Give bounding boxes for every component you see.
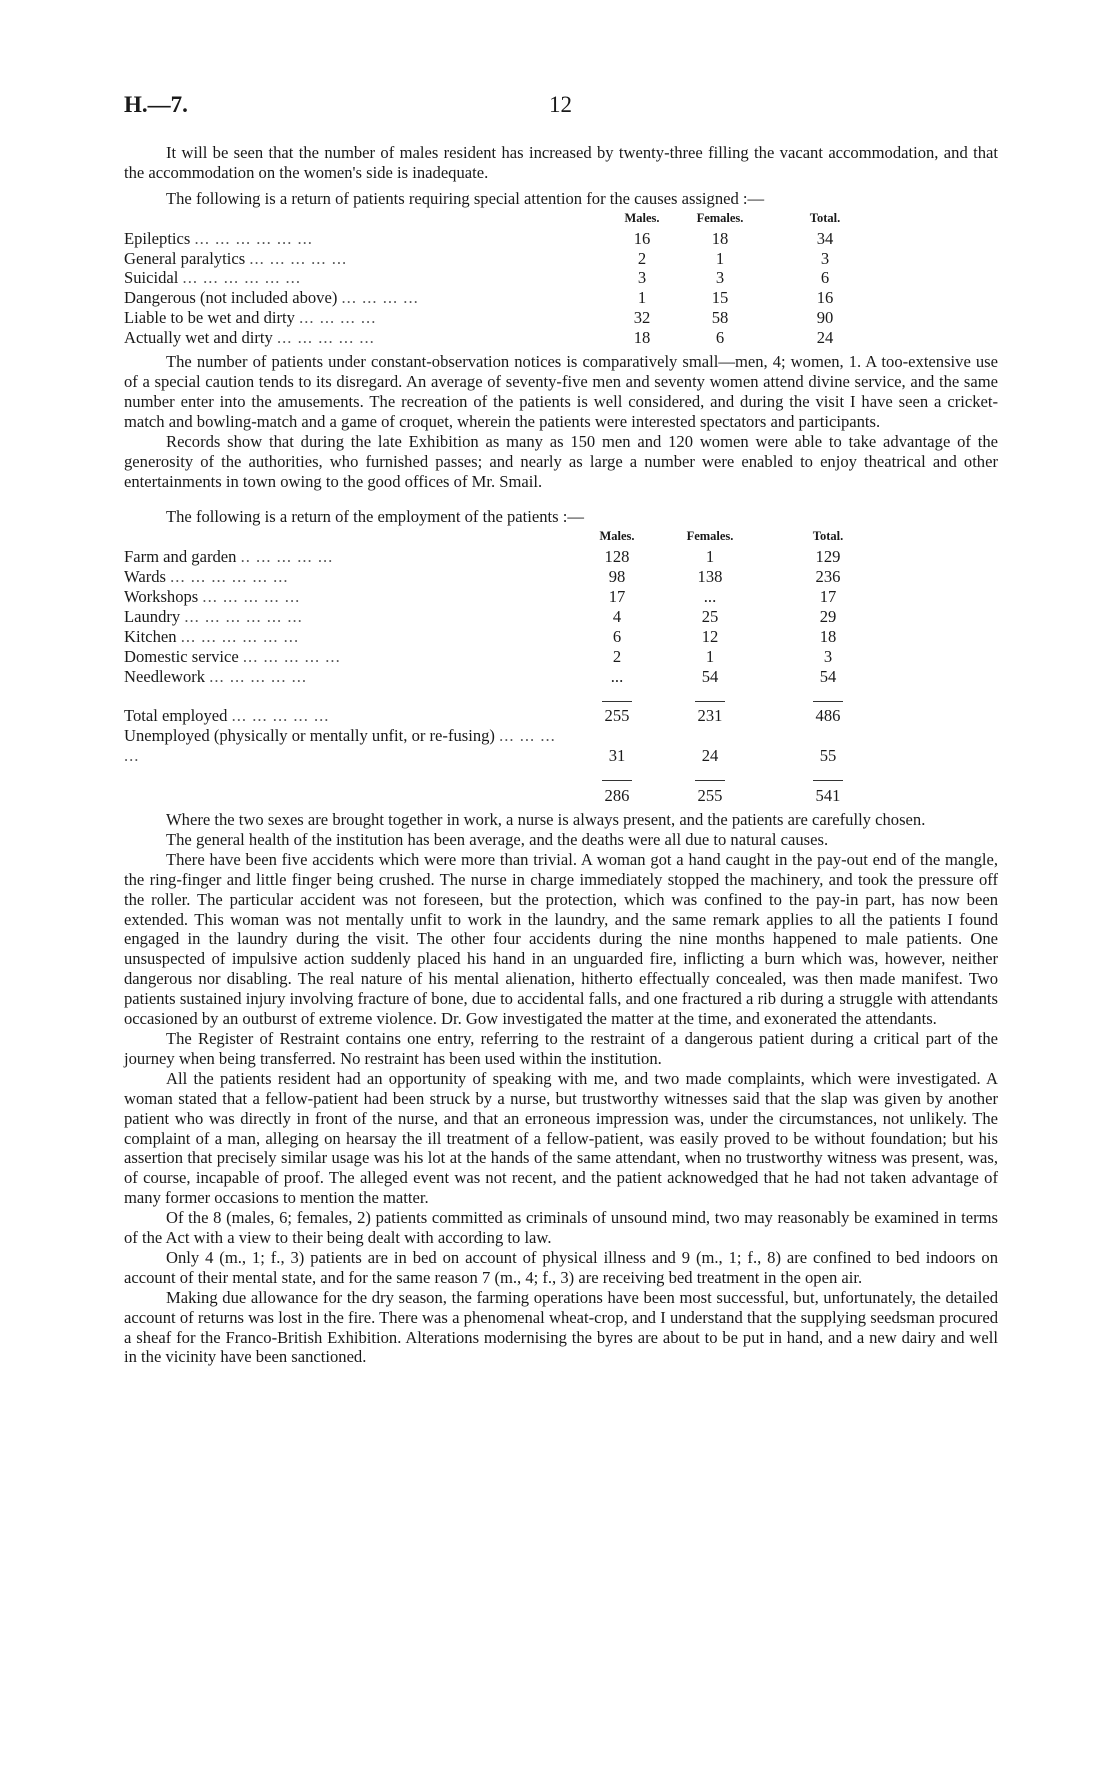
table-row xyxy=(124,647,886,667)
column-header-females: Females. xyxy=(686,529,734,544)
row-label: Needlework xyxy=(124,666,206,686)
table-row xyxy=(124,229,880,249)
total-cell: 16 xyxy=(816,288,834,308)
table-row xyxy=(124,308,880,328)
paragraph: The general health of the institution has been average, and the deaths were all due to natural causes. xyxy=(166,829,829,849)
males-cell: 16 xyxy=(633,228,651,248)
grand-total-rule-row xyxy=(124,766,886,786)
males-cell: 286 xyxy=(604,786,630,806)
leader-dots: ... ... ... ... ... xyxy=(231,706,330,726)
total-cell: 486 xyxy=(815,706,841,726)
column-header-females: Females. xyxy=(696,210,744,225)
leader-dots: ... ... ... ... ... xyxy=(242,646,341,666)
table2-intro: The following is a return of the employment of the patients :— xyxy=(166,507,584,527)
paragraph: Only 4 (m., 1; f., 3) patients are in bed on account of physical illness and 9 (m., 1; f., 8) are confined to bed indoors on account of their mental state, and for the same reason 7 (m., 4; f., 3) are receiving bed treatment in the open air. xyxy=(124,1247,998,1287)
paragraph: Making due allowance for the dry season, the farming operations have been most successful, but, unfortunately, the detailed account of returns was lost in the fire. There was a phenomenal wheat-crop, and I understand that the supplying seedsman procured a sheaf for the Franco-British Exhibition. Alterations modernising the byres are about to be put in hand, and a new dairy and well in the vicinity have been sanctioned. xyxy=(124,1287,998,1367)
page-number: 12 xyxy=(549,92,572,117)
total-cell: 55 xyxy=(819,746,837,766)
females-cell: 18 xyxy=(711,228,729,248)
males-cell: 18 xyxy=(633,328,651,348)
rule-line xyxy=(695,701,725,702)
females-cell: 25 xyxy=(701,606,719,626)
rule-line xyxy=(602,780,632,781)
rule-line xyxy=(695,780,725,781)
females-cell: 1 xyxy=(705,547,715,567)
row-label: Laundry xyxy=(124,606,181,626)
males-cell: 17 xyxy=(608,587,626,607)
total-cell: 3 xyxy=(823,646,833,666)
row-label: Workshops xyxy=(124,587,199,607)
leader-dots: ... ... ... ... xyxy=(341,288,419,308)
females-cell: 12 xyxy=(701,626,719,646)
total-cell: 129 xyxy=(815,547,841,567)
table-row xyxy=(124,288,880,308)
males-cell: 3 xyxy=(637,268,647,288)
column-header-total: Total. xyxy=(809,210,841,225)
employment-table xyxy=(124,527,886,806)
row-label: Wards xyxy=(124,567,166,587)
grand-total-row xyxy=(124,786,886,806)
males-cell: 2 xyxy=(612,646,622,666)
females-cell: 1 xyxy=(715,248,725,268)
page-header xyxy=(124,92,1004,122)
leader-dots: ... ... ... ... ... ... xyxy=(182,268,301,288)
females-cell: 1 xyxy=(705,646,715,666)
table1-intro: The following is a return of patients requiring special attention for the causes assigned :— xyxy=(166,188,765,208)
females-cell: 3 xyxy=(715,268,725,288)
row-label: Unemployed (physically or mentally unfit, or re-fusing) xyxy=(124,726,495,746)
row-label: Actually wet and dirty xyxy=(124,328,273,348)
column-header-total: Total. xyxy=(812,529,844,544)
total-cell: 3 xyxy=(820,248,830,268)
table-row xyxy=(124,627,886,647)
paragraph: The number of patients under constant-observation notices is comparatively small—men, 4; women, 1. A too-extensive use of a special caution tends to its disregard. An average of seventy-five men and seventy women attend divine service, and the same number enter into the amusements. The recreation of the patients is well considered, and during the visit I have seen a cricket-match and bowling-match and a game of croquet, wherein the patients were interested spectators and participants. xyxy=(124,352,998,431)
leader-dots: ... ... ... ... ... ... xyxy=(170,567,289,587)
rule-line xyxy=(602,701,632,702)
table-row xyxy=(124,587,886,607)
males-cell: 4 xyxy=(612,606,622,626)
unemployed-row xyxy=(124,726,886,766)
total-employed-row xyxy=(124,706,886,726)
total-cell: 24 xyxy=(816,328,834,348)
leader-dots: ... ... ... ... ... ... xyxy=(180,626,300,646)
females-cell: 231 xyxy=(697,706,723,726)
males-cell: 32 xyxy=(633,308,651,328)
report-reference: H.—7. xyxy=(124,92,188,117)
rule-line xyxy=(813,701,843,702)
row-label: Suicidal xyxy=(124,268,179,288)
males-cell: 1 xyxy=(637,288,647,308)
paragraph: Where the two sexes are brought together in work, a nurse is always present, and the patients are carefully chosen. xyxy=(166,810,926,829)
paragraph: Records show that during the late Exhibition as many as 150 men and 120 women were able to take advantage of the generosity of the authorities, who furnished passes; and nearly as large a number were enabled to enjoy theatrical and other entertainments in town owing to the good offices of Mr. Smail. xyxy=(124,431,998,491)
row-label: Domestic service xyxy=(124,646,239,666)
total-cell: 90 xyxy=(816,308,834,328)
paragraph: All the patients resident had an opportunity of speaking with me, and two made complaints, which were investigated. A woman stated that a fellow-patient had been struck by a nurse, but trustworthy witnesses said that the slap was given by another patient who was directly in front of the nurse, and that an erroneous impression was, under the circumstances, not unlikely. The complaint of a man, alleging on hearsay the ill treatment of a fellow-patient, was easily proved to be without foundation; but his assertion that precisely similar usage was his lot at the hands of the same attendant, when no trustworthy witness was present, was, of course, incapable of proof. The alleged event was not recent, and the patient acknowedged that he had not taken advantage of many former occasions to mention the matter. xyxy=(124,1068,998,1208)
total-cell: 6 xyxy=(820,268,830,288)
leader-dots: ... ... ... ... ... xyxy=(209,666,308,686)
leader-dots: ... ... ... ... ... xyxy=(249,248,348,268)
row-label: Farm and garden xyxy=(124,547,237,567)
document-body xyxy=(124,143,998,1367)
total-cell: 29 xyxy=(819,606,837,626)
males-cell: 6 xyxy=(612,626,622,646)
leader-dots: ... ... ... ... ... xyxy=(277,328,375,348)
females-cell: 6 xyxy=(715,328,725,348)
subtotal-rule-row xyxy=(124,687,886,707)
special-attention-table xyxy=(124,209,880,348)
males-cell: 31 xyxy=(608,746,626,766)
table-row xyxy=(124,567,886,587)
paragraph: Of the 8 (males, 6; females, 2) patients committed as criminals of unsound mind, two may reasonably be examined in terms of the Act with a view to their being dealt with according to law. xyxy=(124,1208,998,1248)
females-cell: 15 xyxy=(711,288,729,308)
total-cell: 17 xyxy=(819,587,837,607)
row-label: Total employed xyxy=(124,706,228,726)
females-cell: 24 xyxy=(701,746,719,766)
row-label: Kitchen xyxy=(124,626,177,646)
leader-dots: ... ... ... ... ... xyxy=(202,587,301,607)
leader-dots: ... ... ... ... ... ... xyxy=(184,606,303,626)
females-cell: 54 xyxy=(701,666,719,686)
females-cell: 138 xyxy=(697,567,723,587)
leader-dots: ... ... ... ... ... ... xyxy=(194,228,313,248)
leader-dots: .. ... ... ... ... xyxy=(240,547,334,567)
males-cell: ... xyxy=(610,666,624,686)
table-row xyxy=(124,667,886,687)
table-row xyxy=(124,607,886,627)
row-label: General paralytics xyxy=(124,248,246,268)
row-label: Dangerous (not included above) xyxy=(124,288,338,308)
females-cell: 255 xyxy=(697,786,723,806)
leader-dots: ... ... ... ... xyxy=(299,308,377,328)
females-cell: ... xyxy=(703,587,717,607)
column-header-males: Males. xyxy=(599,529,635,544)
rule-line xyxy=(813,780,843,781)
column-header-males: Males. xyxy=(624,210,660,225)
table-row xyxy=(124,328,880,348)
total-cell: 34 xyxy=(816,228,834,248)
table-row xyxy=(124,547,886,567)
table-row xyxy=(124,268,880,288)
table-row xyxy=(124,249,880,269)
row-label: Liable to be wet and dirty xyxy=(124,308,295,328)
males-cell: 98 xyxy=(608,567,626,587)
row-label: Epileptics xyxy=(124,228,191,248)
males-cell: 2 xyxy=(637,248,647,268)
total-cell: 54 xyxy=(819,666,837,686)
total-cell: 236 xyxy=(815,567,841,587)
total-cell: 18 xyxy=(819,626,837,646)
females-cell: 58 xyxy=(711,308,729,328)
paragraph: There have been five accidents which were more than trivial. A woman got a hand caught in the pay-out end of the mangle, the ring-finger and little finger being crushed. The nurse in charge immediately stopped the machinery, and took the pressure off the roller. The particular accident was not foreseen, but the protection, which was confined to the pay-in part, has now been extended. This woman was not mentally unfit to work in the laundry, and the same remark applies to all the patients I found engaged in the laundry during the visit. The other four accidents during the nine months happened to male patients. One unsuspected of impulsive action suddenly placed his hand in an unguarded fire, inflicting a burn which was, however, neither dangerous nor disabling. The real nature of his mental alienation, hitherto effectually concealed, was then made manifest. Two patients sustained injury involving fracture of bone, due to accidental falls, and one fractured a rib during a struggle with attendants occasioned by an outburst of extreme violence. Dr. Gow investigated the matter at the time, and exonerated the attendants. xyxy=(124,849,998,1029)
leader-dots: ... ... ... ... xyxy=(124,726,556,766)
males-cell: 128 xyxy=(604,547,630,567)
paragraph: It will be seen that the number of males resident has increased by twenty-three filling the vacant accommodation, and that the accommodation on the women's side is inadequate. xyxy=(124,143,998,182)
total-cell: 541 xyxy=(815,786,841,806)
paragraph: The Register of Restraint contains one entry, referring to the restraint of a dangerous patient during a critical part of the journey when being transferred. No restraint has been used within the institution. xyxy=(124,1028,998,1068)
males-cell: 255 xyxy=(604,706,630,726)
